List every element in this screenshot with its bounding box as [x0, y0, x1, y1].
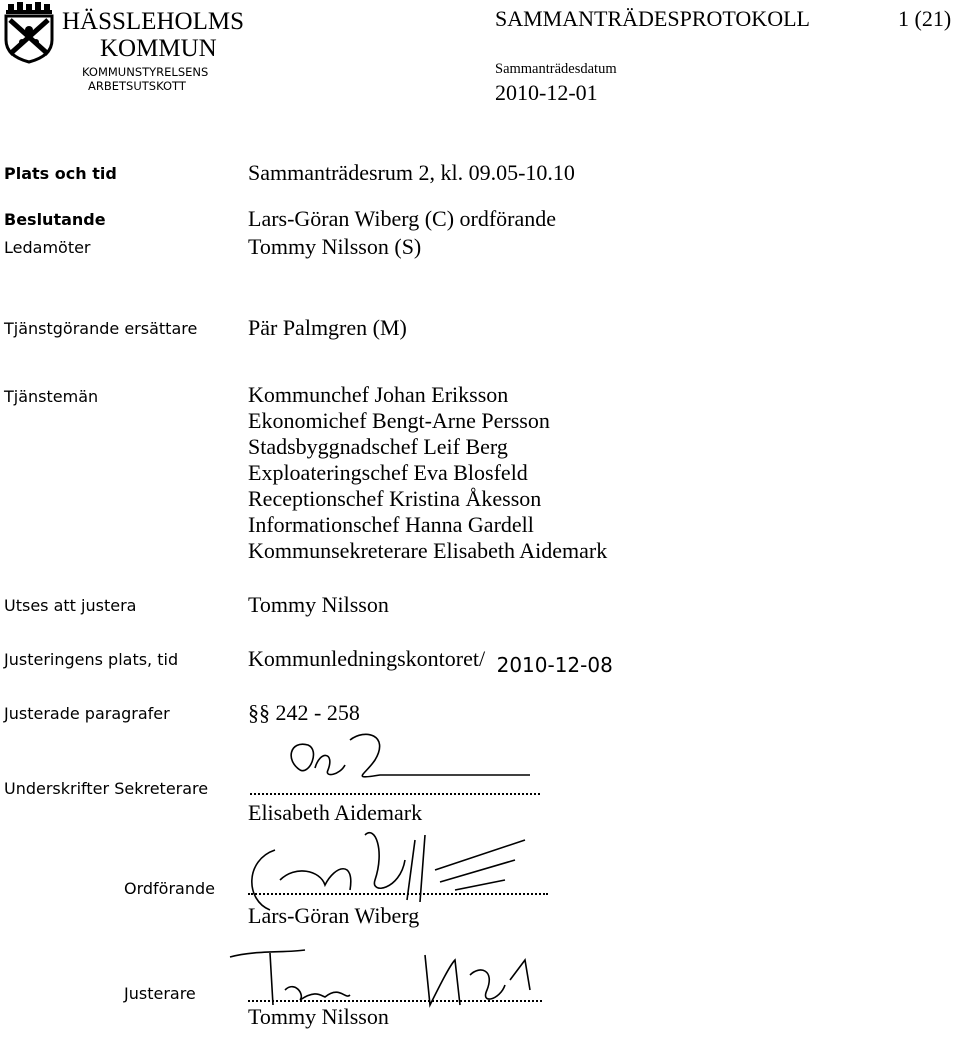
chair-role-label: Ordförande: [124, 879, 215, 898]
coat-of-arms-icon: [2, 2, 56, 64]
organization-name-line-2: KOMMUN: [100, 35, 217, 62]
secretary-signature: [280, 730, 540, 800]
place-time-label: Plats och tid: [4, 164, 117, 183]
adjuster-appointment-value: Tommy Nilsson: [248, 592, 389, 617]
adjuster-name: Tommy Nilsson: [248, 1004, 389, 1029]
organization-unit-line-2: ARBETSUTSKOTT: [88, 79, 186, 93]
adjuster-role-label: Justerare: [124, 984, 196, 1003]
adjusted-sections-label: Justerade paragrafer: [4, 704, 170, 723]
adjusted-sections-value: §§ 242 - 258: [248, 700, 360, 725]
adjustment-date-stamp: 2010-12-08: [496, 653, 613, 677]
secretary-role-label: Sekreterare: [114, 779, 209, 798]
official-line: Stadsbyggnadschef Leif Berg: [248, 434, 508, 459]
official-line: Receptionschef Kristina Åkesson: [248, 486, 542, 511]
deciding-label: Beslutande: [4, 210, 106, 229]
organization-unit-line-1: KOMMUNSTYRELSENS: [82, 65, 209, 79]
document-title: SAMMANTRÄDESPROTOKOLL: [495, 6, 810, 31]
members-label: Ledamöter: [4, 238, 91, 257]
page-number: 1 (21): [898, 6, 952, 31]
adjustment-place-text: Kommunledningskontoret/: [248, 646, 486, 671]
officials-label: Tjänstemän: [4, 387, 99, 406]
official-line: Ekonomichef Bengt-Arne Persson: [248, 408, 550, 433]
substitute-label: Tjänstgörande ersättare: [4, 319, 198, 338]
signatures-label: [4, 779, 208, 799]
official-line: Exploateringschef Eva Blosfeld: [248, 460, 528, 485]
place-time-value: Sammanträdesrum 2, kl. 09.05-10.10: [248, 160, 575, 185]
municipality-coat-of-arms: [2, 2, 56, 64]
member-line: Lars-Göran Wiberg (C) ordförande: [248, 206, 557, 231]
member-line: Tommy Nilsson (S): [248, 234, 422, 259]
signatures-heading: Underskrifter: [4, 779, 110, 798]
official-line: Kommunchef Johan Eriksson: [248, 382, 509, 407]
secretary-name: Elisabeth Aidemark: [248, 800, 423, 825]
official-line: Informationschef Hanna Gardell: [248, 512, 534, 537]
chair-name: Lars-Göran Wiberg: [248, 903, 420, 928]
official-line: Kommunsekreterare Elisabeth Aidemark: [248, 538, 608, 563]
substitute-value: Pär Palmgren (M): [248, 315, 407, 340]
organization-name: HÄSSLEHOLMS: [62, 8, 244, 35]
adjustment-place-label: Justeringens plats, tid: [4, 650, 179, 669]
meeting-date-value: 2010-12-01: [495, 80, 598, 105]
adjuster-appointment-label: Utses att justera: [4, 596, 137, 615]
adjustment-place-value: [248, 646, 613, 677]
meeting-date-label: Sammanträdesdatum: [495, 61, 617, 77]
